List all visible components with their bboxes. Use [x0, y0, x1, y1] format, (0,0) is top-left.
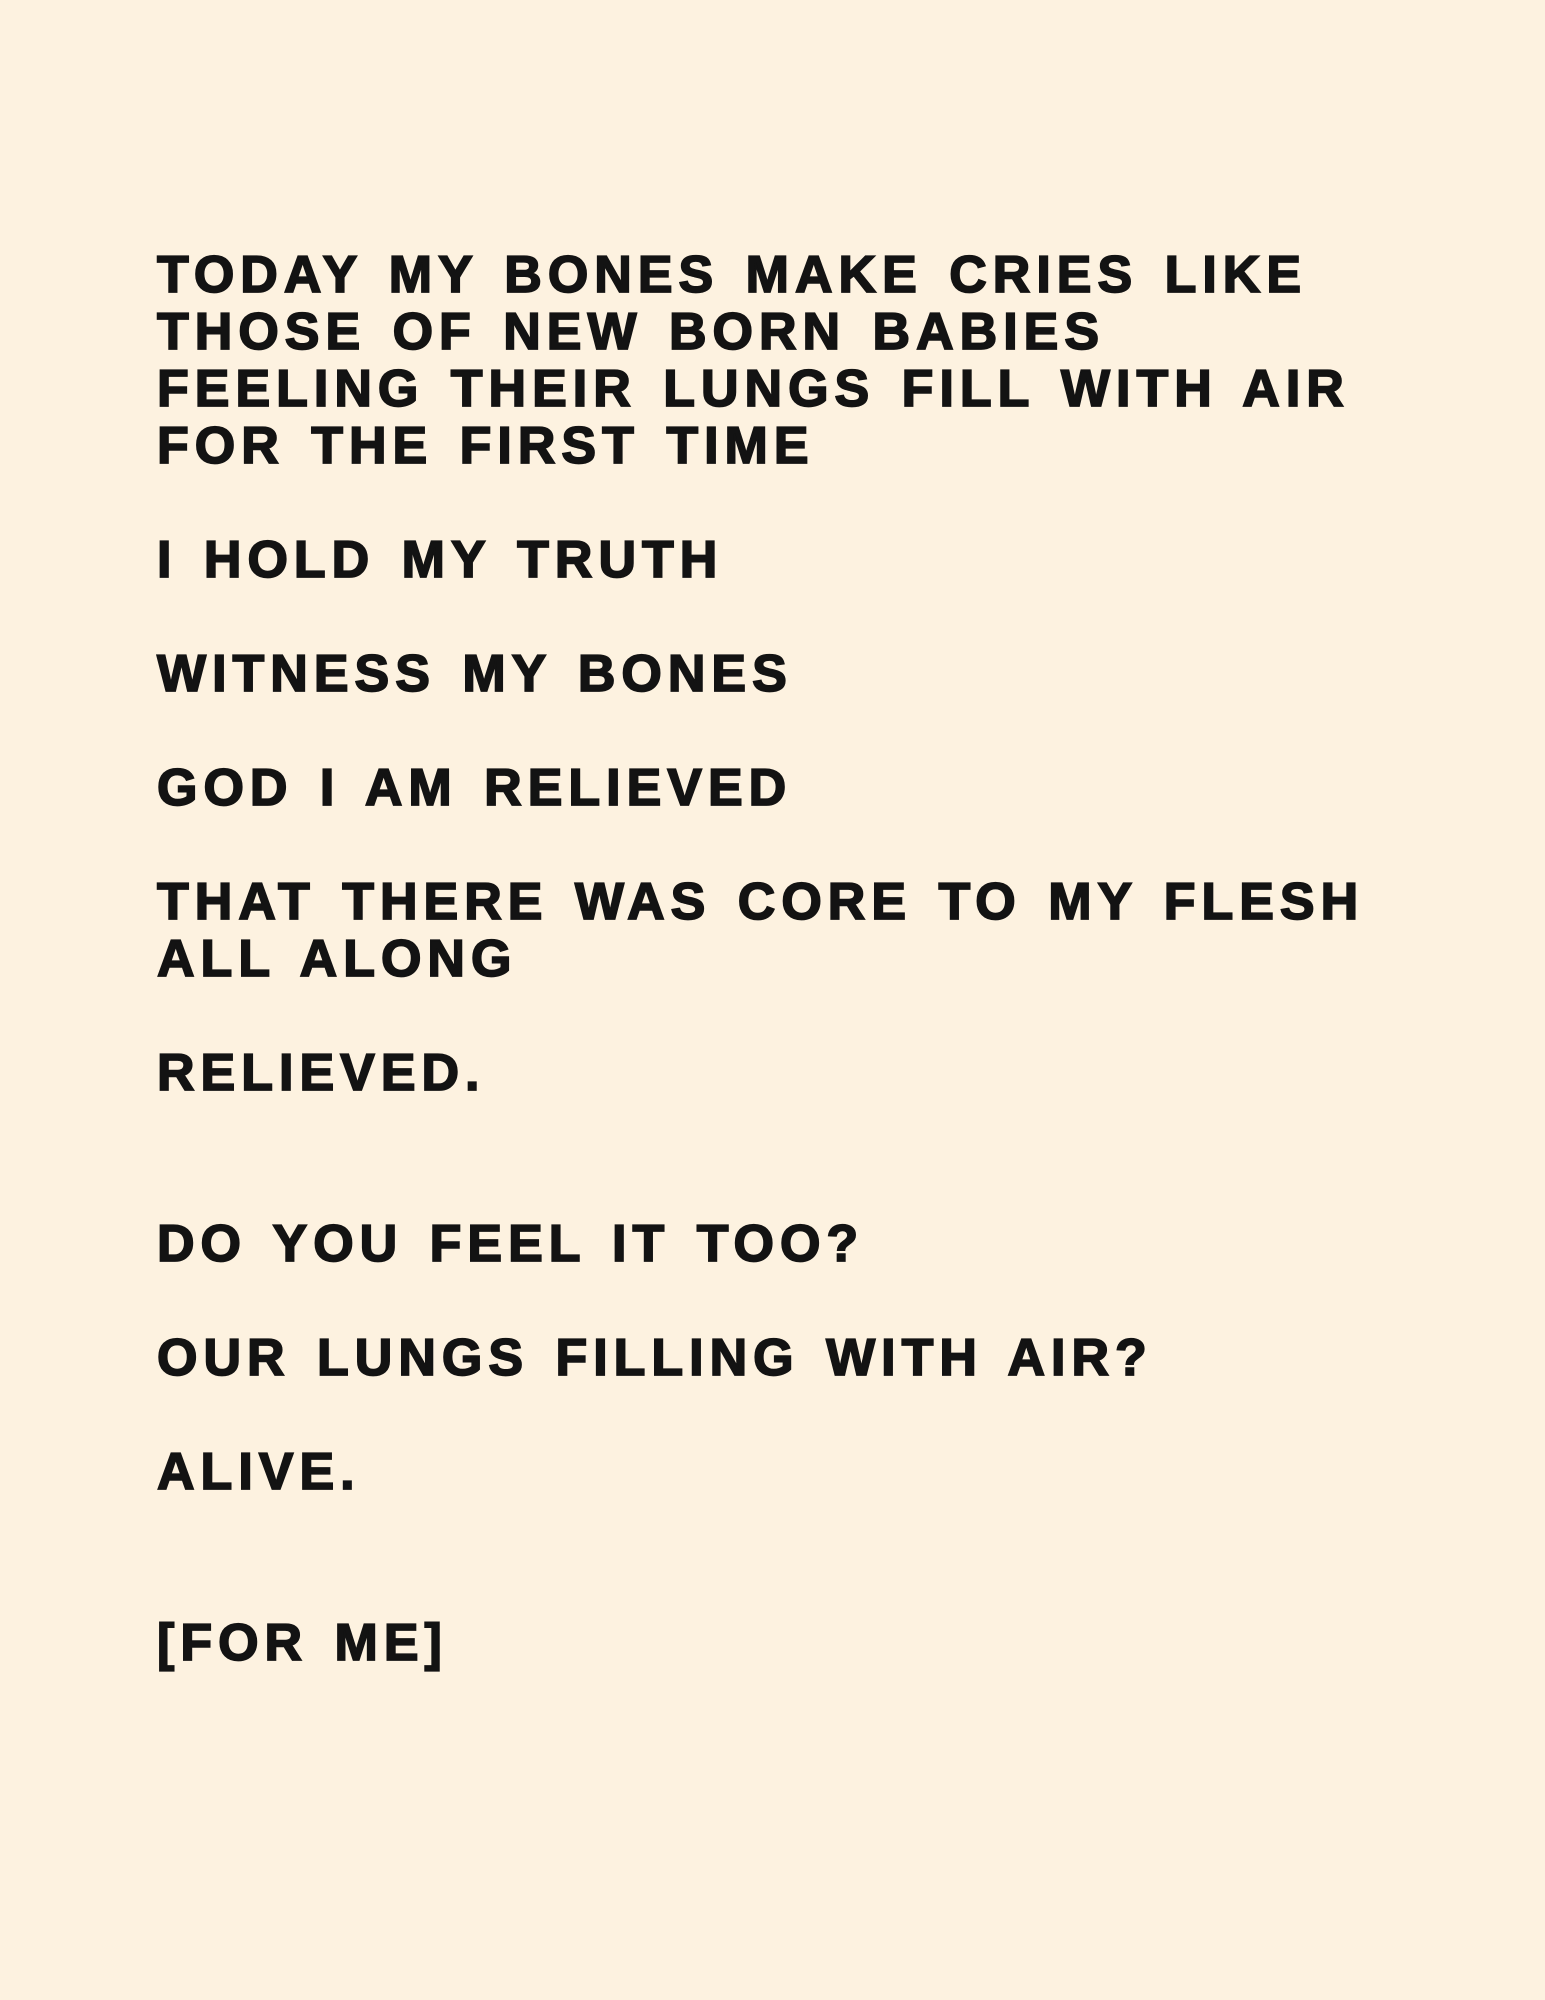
- poem-line: [157, 475, 1505, 532]
- poem-line: [157, 1387, 1505, 1444]
- poem-line: [157, 1273, 1505, 1330]
- poem: [157, 247, 1505, 1672]
- poem-line: [157, 589, 1505, 646]
- poem-line: OUR LUNGS FILLING WITH AIR?: [157, 1329, 1153, 1387]
- poem-line: [157, 988, 1505, 1045]
- poem-line: [157, 1558, 1505, 1615]
- poem-line: I HOLD MY TRUTH: [157, 531, 724, 589]
- poem-line: ALIVE.: [157, 1443, 361, 1501]
- poem-line: [157, 1102, 1505, 1159]
- poem-line: [157, 703, 1505, 760]
- poem-line: [FOR ME]: [157, 1614, 448, 1672]
- poem-line: [157, 1159, 1505, 1216]
- poem-line: TODAY MY BONES MAKE CRIES LIKE: [157, 246, 1308, 304]
- poem-line: WITNESS MY BONES: [157, 645, 793, 703]
- poem-line: [157, 817, 1505, 874]
- poem-line: ALL ALONG: [157, 930, 518, 988]
- poem-line: [157, 1501, 1505, 1558]
- poem-line: THAT THERE WAS CORE TO MY FLESH: [157, 873, 1365, 931]
- poem-line: DO YOU FEEL IT TOO?: [157, 1215, 865, 1273]
- poem-line: RELIEVED.: [157, 1044, 486, 1102]
- poem-line: GOD I AM RELIEVED: [157, 759, 793, 817]
- poem-line: FEELING THEIR LUNGS FILL WITH AIR: [157, 360, 1350, 418]
- poem-line: THOSE OF NEW BORN BABIES: [157, 303, 1106, 361]
- poem-line: FOR THE FIRST TIME: [157, 417, 815, 475]
